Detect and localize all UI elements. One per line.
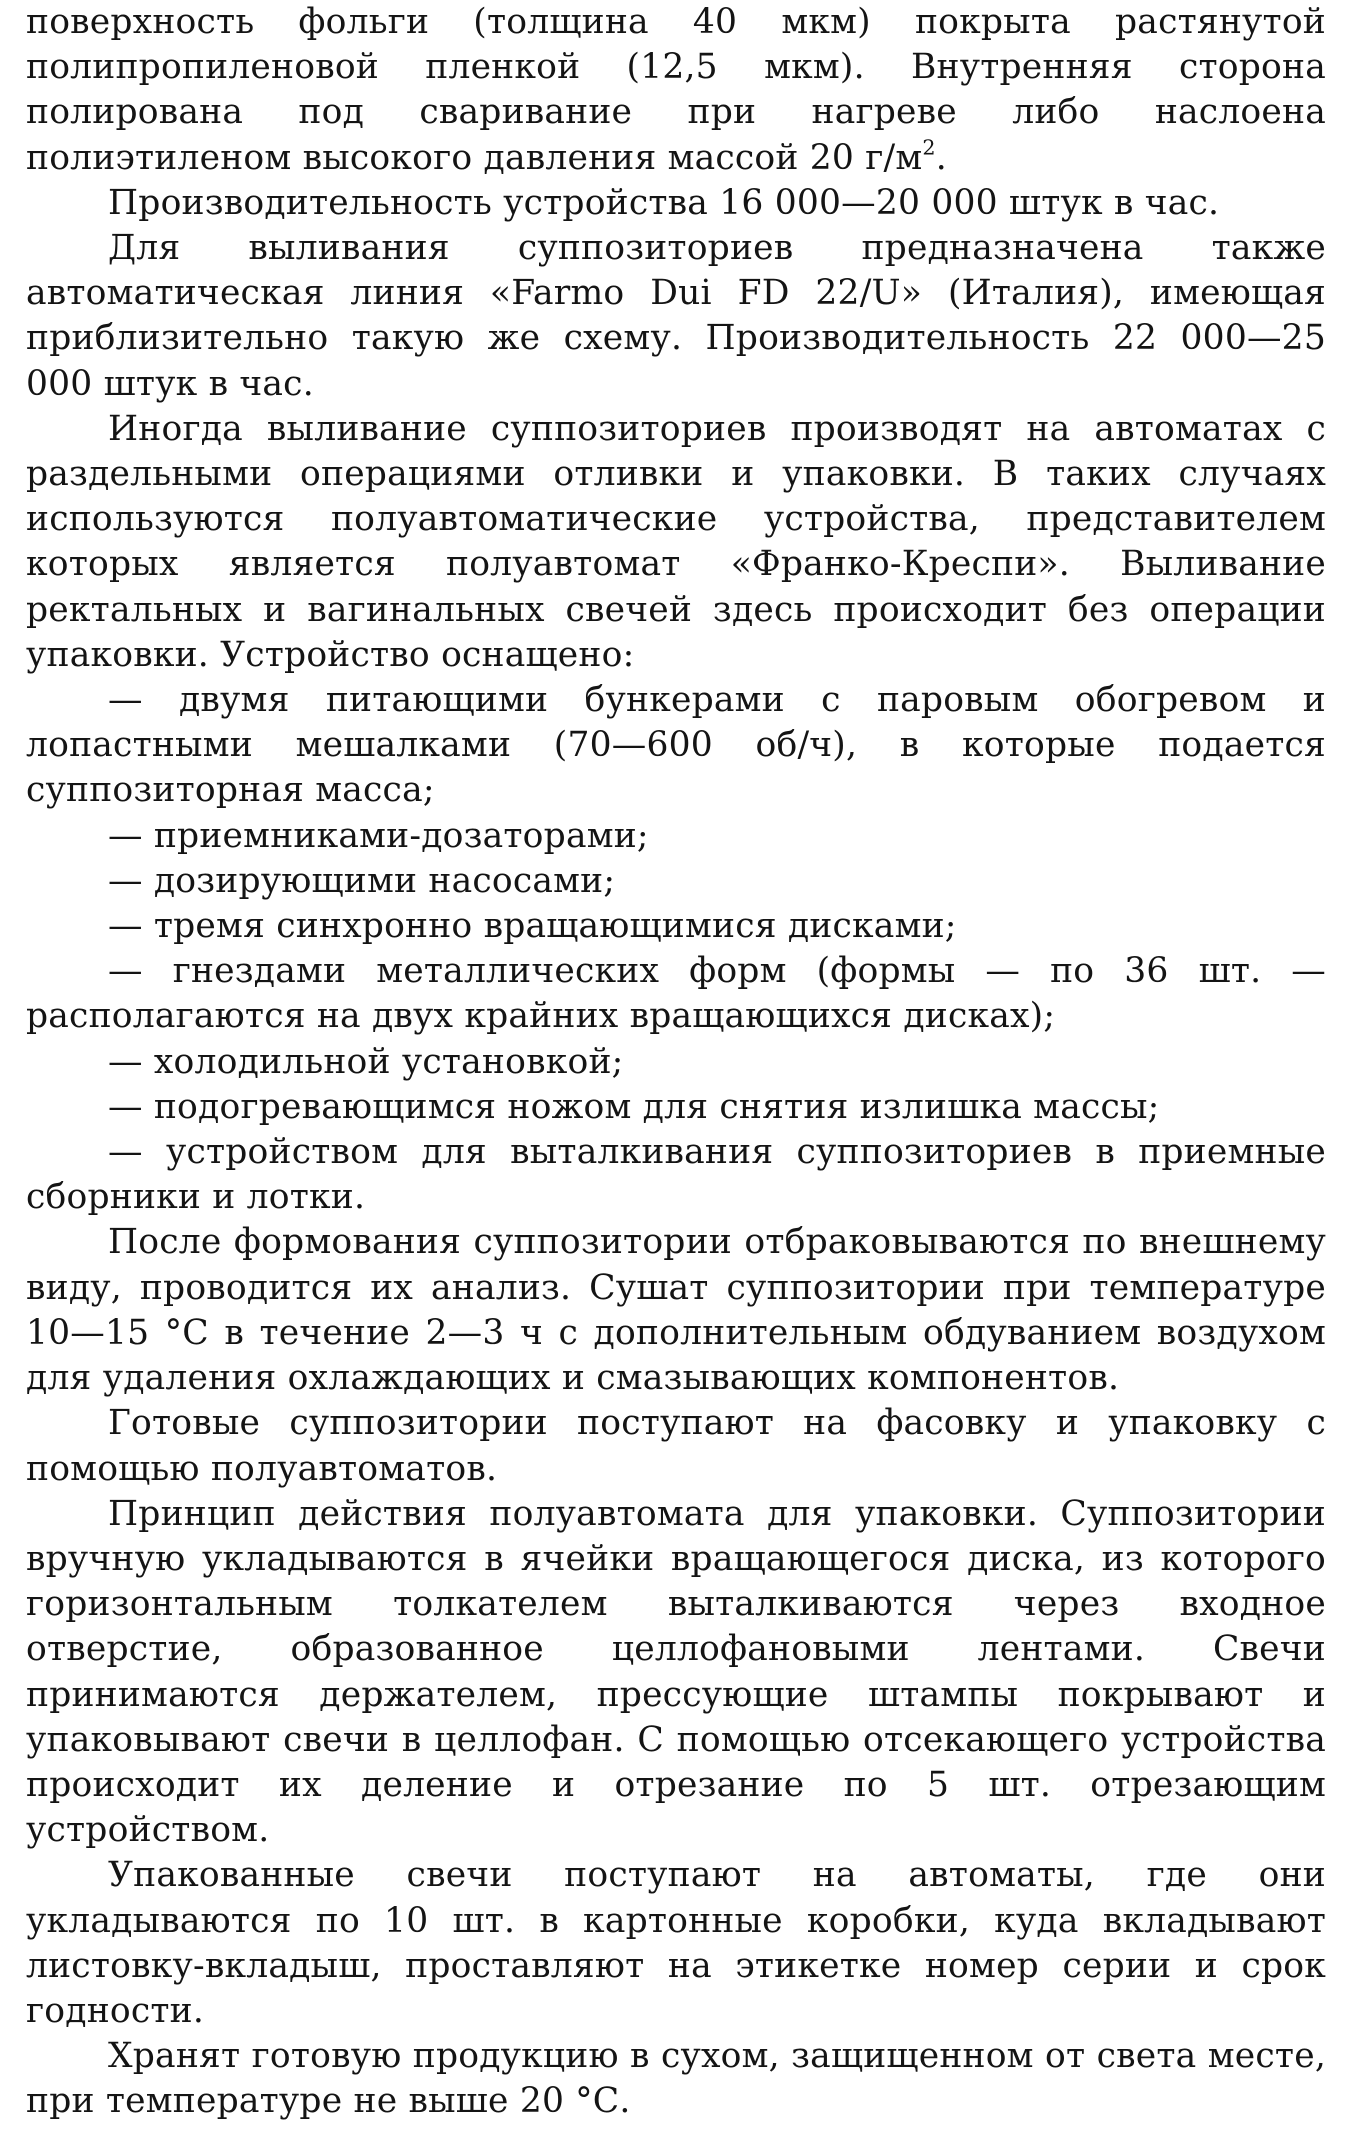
paragraph-text: Принцип действия полуавтомата для упаковки. Суппозитории вручную укладываются в ячейки вращающегося диска, из которого горизонтальным толкателем выталкиваются через входное отверстие, образованное целлофановыми лентами. Свечи принимаются держателем, прессующие штампы покрывают и упаковывают свечи в целлофан. С помощью отсекающего устройства происходит их деление и отрезание по 5 шт. отрезающим устройством. (26, 1493, 1326, 1851)
paragraph (26, 1220, 1326, 1401)
paragraph (26, 1401, 1326, 1491)
paragraph-text: Готовые суппозитории поступают на фасовку и упаковку с помощью полуавтоматов. (26, 1403, 1326, 1489)
list-item (26, 814, 1326, 859)
paragraph-text: поверхность фольги (толщина 40 мкм) покрыта растянутой полипропиленовой пленкой (12,5 мкм). Внутренняя сторона полирована под сваривание при нагреве либо наслоена полиэтиленом высокого давления массой 20 г/м (26, 2, 1326, 178)
list-item (26, 949, 1326, 1039)
paragraph (26, 0, 1326, 181)
paragraph-text: — устройством для выталкивания суппозиториев в приемные сборники и лотки. (26, 1132, 1326, 1218)
list-item (26, 904, 1326, 949)
paragraph-text: — тремя синхронно вращающимися дисками; (108, 906, 957, 947)
paragraph (26, 1853, 1326, 2034)
list-item (26, 1040, 1326, 1085)
paragraph-text: — холодильной установкой; (108, 1041, 624, 1082)
paragraph-text: — подогревающимся ножом для снятия излишка массы; (108, 1086, 1160, 1127)
paragraph (26, 181, 1326, 226)
paragraph-text: Для выливания суппозиториев предназначена также автоматическая линия «Farmo Dui FD 22/U» (Италия), имеющая приблизительно такую же схему. Производительность 22 000—25 000 штук в час. (26, 228, 1326, 404)
paragraph (26, 226, 1326, 407)
paragraph-text: Производительность устройства 16 000—20 000 штук в час. (108, 182, 1220, 223)
paragraph-text: Иногда выливание суппозиториев производят на автоматах с раздельными операциями отливки и упаковки. В таких случаях используются полуавтоматические устройства, представителем которых является полуавтомат «Франко-Креспи». Выливание ректальных и вагинальных свечей здесь происходит без операции упаковки. Устройство оснащено: (26, 408, 1326, 675)
paragraph-text: После формования суппозитории отбраковываются по внешнему виду, проводится их анализ. Сушат суппозитории при температуре 10—15 °С в течение 2—3 ч с дополнительным обдуванием воздухом для удаления охлаждающих и смазывающих компонентов. (26, 1222, 1326, 1399)
paragraph-text: — дозирующими насосами; (108, 860, 616, 901)
list-item (26, 1130, 1326, 1220)
document-page (26, 0, 1326, 2125)
list-item (26, 859, 1326, 904)
paragraph-text: — приемниками-дозаторами; (108, 815, 649, 856)
paragraph-text: — гнездами металлических форм (формы — по 36 шт. — располагаются на двух крайних вращающихся дисках); (26, 951, 1326, 1037)
paragraph (26, 1492, 1326, 1854)
paragraph-text: — двумя питающими бункерами с паровым обогревом и лопастными мешалками (70—600 об/ч), в которые подается суппозиторная масса; (26, 680, 1326, 811)
superscript: 2 (922, 135, 936, 160)
paragraph (26, 407, 1326, 678)
paragraph-text: Хранят готовую продукцию в сухом, защищенном от света месте, при температуре не выше 20 °С. (26, 2036, 1326, 2122)
paragraph-text: Упакованные свечи поступают на автоматы, где они укладываются по 10 шт. в картонные коробки, куда вкладывают листовку-вкладыш, проставляют на этикетке номер серии и срок годности. (26, 1855, 1326, 2031)
list-item (26, 678, 1326, 814)
paragraph (26, 2034, 1326, 2124)
list-item (26, 1085, 1326, 1130)
paragraph-tail: . (935, 137, 947, 178)
